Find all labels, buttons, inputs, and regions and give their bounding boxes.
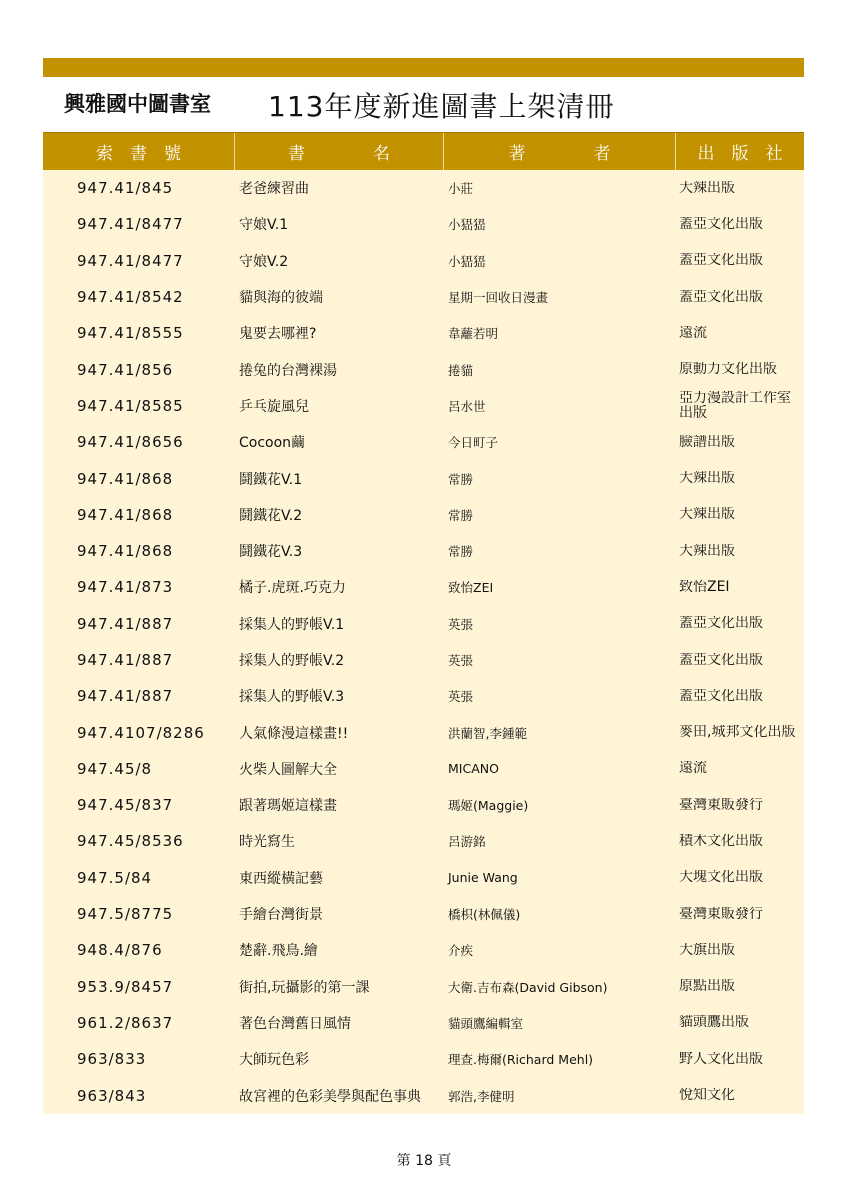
table-header — [43, 132, 804, 170]
call-number-cell: 963/843 — [77, 1086, 147, 1105]
author-cell: 英張 — [448, 653, 474, 668]
book-title-cell: 守娘V.1 — [239, 217, 289, 234]
call-number-cell: 947.45/837 — [77, 796, 174, 815]
table-row — [43, 714, 804, 750]
book-title-cell: 街拍,玩攝影的第一課 — [239, 979, 370, 996]
call-number-cell: 947.5/84 — [77, 868, 153, 887]
header-publisher: 出 版 社 — [697, 144, 783, 164]
table-row — [43, 315, 804, 351]
header-call-number: 索 書 號 — [43, 133, 235, 170]
author-cell: 常勝 — [448, 471, 474, 487]
table-row — [43, 243, 804, 279]
publisher-cell: 大辣出版 — [679, 543, 735, 559]
book-title-cell: 故宮裡的色彩美學與配色事典 — [239, 1088, 421, 1105]
call-number-cell: 947.41/873 — [77, 578, 174, 597]
author-cell: 橋枳(林佩儀) — [448, 907, 521, 923]
table-row — [43, 1077, 804, 1113]
author-cell: 今日町子 — [448, 435, 499, 451]
call-number-cell: 947.41/8477 — [77, 251, 184, 270]
author-cell: 大衛.吉布森(David Gibson) — [448, 979, 608, 995]
publisher-cell: 大旗出版 — [679, 942, 735, 958]
page-number: 第 18 頁 — [396, 1153, 452, 1169]
publisher-cell: 臉譜出版 — [679, 434, 735, 450]
publisher-cell: 大辣出版 — [679, 180, 735, 196]
author-cell: MICANO — [448, 761, 499, 777]
book-title-cell: 楚辭.飛鳥.繪 — [239, 943, 318, 960]
table-row — [43, 388, 804, 424]
publisher-cell: 亞力漫設計工作室出版 — [679, 390, 791, 421]
table-body — [43, 170, 804, 1114]
table-row — [43, 642, 804, 678]
call-number-cell: 947.45/8536 — [77, 832, 184, 851]
book-title-cell: 採集人的野帳V.1 — [239, 616, 345, 633]
publisher-cell: 原動力文化出版 — [679, 362, 777, 378]
book-title-cell: 火柴人圖解大全 — [239, 761, 337, 778]
call-number-cell: 947.41/887 — [77, 687, 174, 706]
author-cell: 常勝 — [448, 544, 474, 560]
author-cell: 理查.梅爾(Richard Mehl) — [448, 1052, 594, 1068]
publisher-cell: 臺灣東販發行 — [679, 797, 763, 813]
author-cell: 捲貓 — [448, 362, 474, 378]
author-cell: 呂游銘 — [448, 834, 486, 850]
author-cell: 呂水世 — [448, 398, 486, 414]
call-number-cell: 963/833 — [77, 1050, 147, 1069]
call-number-cell: 947.41/868 — [77, 505, 174, 524]
book-title-cell: 橘子.虎斑.巧克力 — [239, 580, 346, 597]
publisher-cell: 悅知文化 — [679, 1088, 735, 1104]
call-number-cell: 947.41/8656 — [77, 433, 184, 452]
book-title-cell: 手繪台灣街景 — [239, 907, 323, 924]
author-cell: 英張 — [448, 689, 474, 705]
publisher-cell: 蓋亞文化出版 — [679, 253, 763, 269]
author-cell: 英張 — [448, 616, 474, 632]
book-title-cell: Cocoon繭 — [239, 435, 306, 452]
publisher-cell: 蓋亞文化出版 — [679, 688, 763, 704]
author-cell: 介疾 — [448, 943, 474, 959]
book-list-table — [43, 132, 804, 1114]
book-title-cell: 大師玩色彩 — [239, 1052, 309, 1069]
table-row — [43, 279, 804, 315]
publisher-cell: 蓋亞文化出版 — [679, 616, 763, 632]
publisher-cell: 大辣出版 — [679, 471, 735, 487]
call-number-cell: 948.4/876 — [77, 941, 163, 960]
book-title-cell: 鬪鐵花V.3 — [239, 544, 303, 561]
publisher-cell: 蓋亞文化出版 — [679, 216, 763, 232]
publisher-cell: 麥田,城邦文化出版 — [679, 725, 796, 741]
author-cell: 星期一回收日漫畫 — [448, 290, 549, 306]
call-number-cell: 947.41/868 — [77, 542, 174, 561]
publisher-cell: 遠流 — [679, 325, 707, 341]
table-row — [43, 969, 804, 1005]
header-title: 書 名 — [235, 133, 444, 170]
table-row — [43, 606, 804, 642]
table-row — [43, 569, 804, 605]
book-title-cell: 乒乓旋風兒 — [239, 398, 309, 415]
book-title-cell: 跟著瑪姬這樣畫 — [239, 798, 337, 815]
book-title-cell: 鬪鐵花V.2 — [239, 507, 303, 524]
table-row — [43, 1041, 804, 1077]
call-number-cell: 947.41/887 — [77, 651, 174, 669]
author-cell: 常勝 — [448, 507, 474, 523]
header-author: 著 者 — [444, 133, 676, 170]
call-number-cell: 947.41/845 — [77, 179, 174, 198]
call-number-cell: 961.2/8637 — [77, 1013, 174, 1032]
author-cell: 致怡ZEI — [448, 580, 494, 596]
book-title-cell: 著色台灣舊日風情 — [239, 1015, 351, 1032]
book-title-cell: 老爸練習曲 — [239, 181, 309, 198]
book-title-cell: 東西縱橫記藝 — [239, 870, 323, 887]
author-cell: 洪蘭智,李鍾範 — [448, 725, 527, 741]
table-row — [43, 460, 804, 496]
table-row — [43, 896, 804, 932]
call-number-cell: 947.41/868 — [77, 469, 174, 488]
book-title-cell: 採集人的野帳V.2 — [239, 653, 345, 669]
table-row — [43, 678, 804, 714]
publisher-cell: 蓋亞文化出版 — [679, 289, 763, 305]
table-row — [43, 1005, 804, 1041]
table-row — [43, 823, 804, 859]
author-cell: Junie Wang — [448, 870, 518, 886]
school-name: 興雅國中圖書室 — [64, 92, 211, 116]
top-accent-bar — [43, 58, 804, 77]
publisher-cell: 臺灣東販發行 — [679, 906, 763, 922]
table-row — [43, 860, 804, 896]
table-row — [43, 751, 804, 787]
author-cell: 小峱峱 — [448, 253, 486, 269]
author-cell: 郭浩,李健明 — [448, 1088, 515, 1104]
publisher-cell: 遠流 — [679, 761, 707, 777]
publisher-cell: 貓頭鷹出版 — [679, 1015, 749, 1031]
call-number-cell: 947.41/8542 — [77, 288, 184, 307]
author-cell: 貓頭鷹編輯室 — [448, 1015, 524, 1031]
call-number-cell: 947.5/8775 — [77, 905, 174, 924]
author-cell: 瑪姬(Maggie) — [448, 798, 529, 814]
book-title-cell: 時光寫生 — [239, 834, 295, 851]
call-number-cell: 947.41/8585 — [77, 396, 184, 415]
call-number-cell: 953.9/8457 — [77, 977, 174, 996]
author-cell: 小峱峱 — [448, 217, 486, 233]
publisher-cell: 野人文化出版 — [679, 1051, 763, 1067]
table-row — [43, 533, 804, 569]
publisher-cell: 蓋亞文化出版 — [679, 652, 763, 668]
book-title-cell: 捲兔的台灣裸湯 — [239, 362, 337, 379]
table-row — [43, 206, 804, 242]
table-row — [43, 424, 804, 460]
publisher-cell: 原點出版 — [679, 979, 735, 995]
table-row — [43, 170, 804, 206]
table-row — [43, 497, 804, 533]
book-title-cell: 鬼要去哪裡? — [239, 326, 317, 343]
table-row — [43, 787, 804, 823]
publisher-cell: 積木文化出版 — [679, 833, 763, 849]
call-number-cell: 947.41/8555 — [77, 324, 184, 343]
publisher-cell: 大辣出版 — [679, 507, 735, 523]
book-title-cell: 守娘V.2 — [239, 253, 289, 270]
book-title-cell: 鬪鐵花V.1 — [239, 471, 303, 488]
book-title-cell: 貓與海的彼端 — [239, 290, 323, 307]
author-cell: 小莊 — [448, 181, 474, 197]
call-number-cell: 947.41/856 — [77, 360, 174, 379]
call-number-cell: 947.41/887 — [77, 614, 174, 633]
book-title-cell: 人氣條漫這樣畫!! — [239, 725, 349, 742]
book-title-cell: 採集人的野帳V.3 — [239, 689, 345, 706]
publisher-cell: 大塊文化出版 — [679, 870, 763, 886]
publisher-cell: 致怡ZEI — [679, 579, 730, 595]
call-number-cell: 947.4107/8286 — [77, 723, 205, 742]
author-cell: 韋蘺若明 — [448, 326, 499, 342]
call-number-cell: 947.41/8477 — [77, 215, 184, 234]
page-title: 113年度新進圖書上架清冊 — [268, 90, 615, 123]
table-row — [43, 932, 804, 968]
table-row — [43, 351, 804, 387]
call-number-cell: 947.45/8 — [77, 759, 153, 778]
